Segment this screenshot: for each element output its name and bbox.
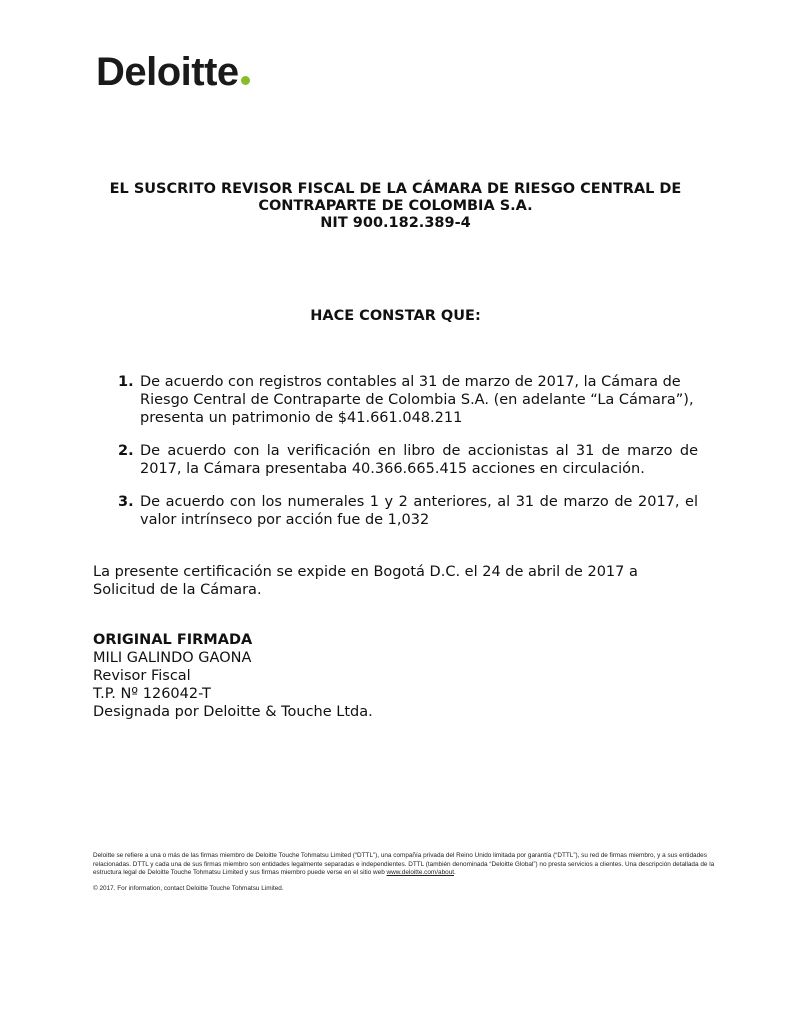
item-number: 2. bbox=[118, 443, 134, 459]
document-subtitle: HACE CONSTAR QUE: bbox=[310, 308, 481, 324]
signer-name: MILI GALINDO GAONA bbox=[93, 650, 252, 666]
item-text: De acuerdo con la verificación en libro de accionistas al 31 de marzo de 2017, la Cámara presentaba 40.366.665.415 acciones en circulación. bbox=[140, 443, 698, 477]
title-line-2: CONTRAPARTE DE COLOMBIA S.A. bbox=[258, 198, 533, 214]
footer-copyright: © 2017. For information, contact Deloitte Touche Tohmatsu Limited. bbox=[93, 885, 284, 892]
title-line-1: EL SUSCRITO REVISOR FISCAL DE LA CÁMARA DE RIESGO CENTRAL DE bbox=[109, 181, 682, 197]
signer-designation: Designada por Deloitte & Touche Ltda. bbox=[93, 704, 373, 720]
title-line-3: NIT 900.182.389-4 bbox=[320, 215, 471, 231]
statement-list bbox=[118, 373, 698, 544]
list-item bbox=[118, 493, 698, 529]
signer-role: Revisor Fiscal bbox=[93, 668, 191, 684]
logo-text: Deloitte bbox=[96, 50, 239, 94]
certification-paragraph: La presente certificación se expide en Bogotá D.C. el 24 de abril de 2017 a Solicitud de la Cámara. bbox=[93, 564, 638, 598]
list-item bbox=[118, 373, 698, 427]
footer-period: . bbox=[454, 869, 456, 877]
signer-tp: T.P. Nº 126042-T bbox=[93, 686, 211, 702]
item-number: 3. bbox=[118, 494, 134, 510]
document-title bbox=[60, 181, 731, 232]
signature-status: ORIGINAL FIRMADA bbox=[93, 632, 253, 648]
item-number: 1. bbox=[118, 374, 134, 390]
signature-block bbox=[93, 631, 373, 721]
item-text: De acuerdo con registros contables al 31 de marzo de 2017, la Cámara de Riesgo Central de Contraparte de Colombia S.A. (en adelante “La Cámara”), presenta un patrimonio de $41.661.048.211 bbox=[140, 374, 694, 426]
logo-dot-icon bbox=[241, 76, 250, 85]
item-text: De acuerdo con los numerales 1 y 2 anteriores, al 31 de marzo de 2017, el valor intrínseco por acción fue de 1,032 bbox=[140, 494, 698, 528]
deloitte-logo bbox=[96, 52, 250, 92]
footer-link[interactable]: www.deloitte.com/about bbox=[386, 869, 455, 877]
list-item bbox=[118, 442, 698, 478]
footer-disclaimer bbox=[93, 852, 721, 878]
footer-text: Deloitte se refiere a una o más de las firmas miembro de Deloitte Touche Tohmatsu Limited (“DTTL”), una compañía privada del Reino Unido limitada por garantía (“DTTL”), su red de firmas miembro, y a sus entidades relacionadas. DTTL y cada una de sus firmas miembro son entidades legalmente separadas e independientes. DTTL (también denominada “Deloitte Global”) no presta servicios a clientes. Una descripción detallada de la estructura legal de Deloitte Touche Tohmatsu Limited y sus firmas miembro puede verse en el sitio web bbox=[93, 852, 715, 877]
